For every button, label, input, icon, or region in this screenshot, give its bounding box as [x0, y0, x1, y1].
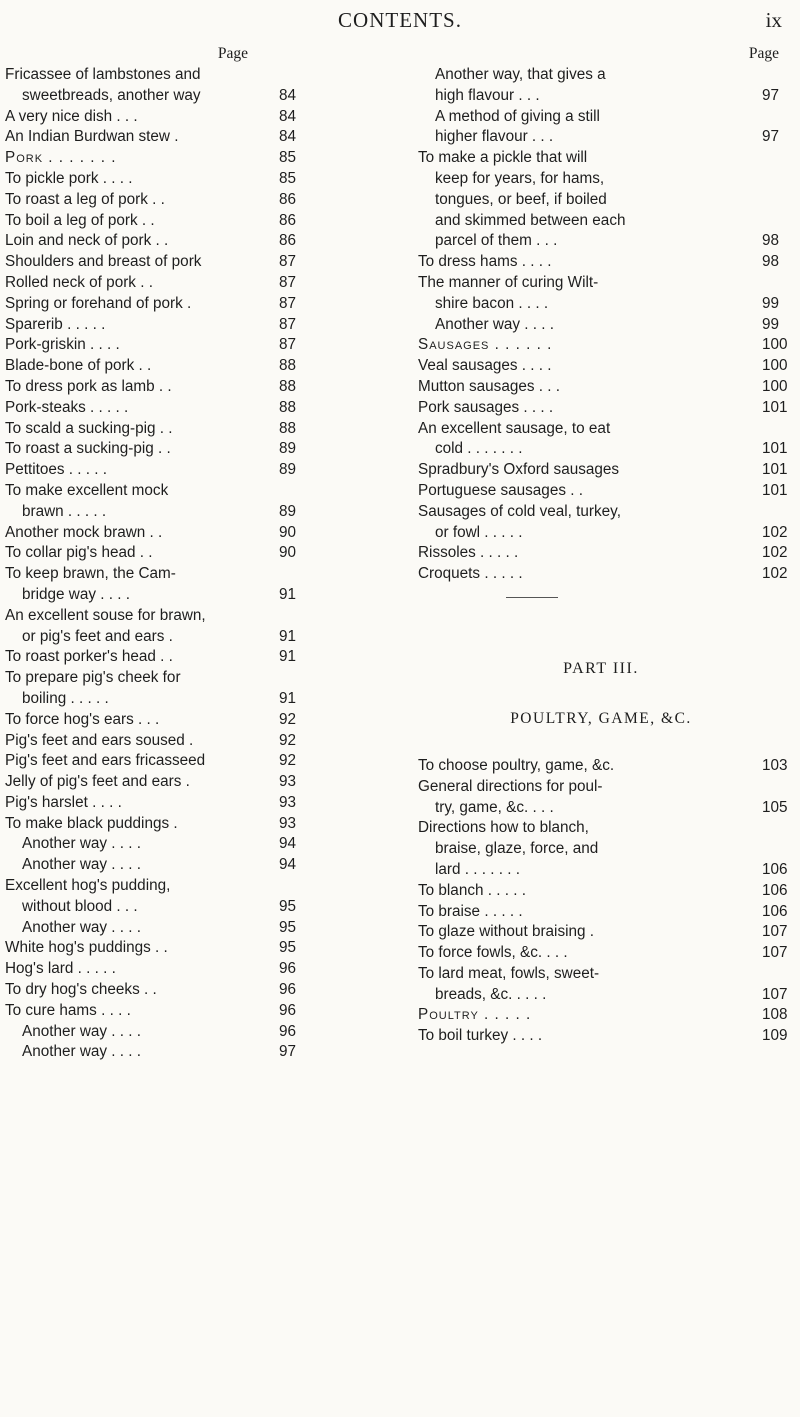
entry-title: To choose poultry, game, &c. — [418, 756, 615, 774]
entry-page-number: 99 — [762, 315, 780, 333]
entry-title: An excellent sausage, to eat — [418, 419, 611, 437]
toc-entry — [5, 148, 393, 169]
entry-title: Pig's feet and ears soused . — [5, 731, 194, 749]
entry-title: Jelly of pig's feet and ears . — [5, 773, 190, 791]
entry-title: To braise . . . . . — [418, 902, 523, 920]
entry-title: To lard meat, fowls, sweet- — [418, 964, 600, 982]
entry-page-number: 98 — [762, 232, 780, 250]
toc-entry — [5, 710, 393, 731]
entry-page-number: 87 — [279, 253, 297, 271]
toc-entry — [418, 777, 784, 798]
entry-page-number: 107 — [762, 923, 788, 941]
entry-title: To dress hams . . . . — [418, 253, 552, 271]
entry-title: To roast a leg of pork . . — [5, 190, 165, 208]
entry-title: sweetbreads, another way — [22, 86, 201, 104]
toc-entry — [5, 211, 393, 232]
entry-title: To blanch . . . . . — [418, 881, 526, 899]
entry-title: higher flavour . . . — [435, 128, 554, 146]
entry-page-number: 95 — [279, 939, 297, 957]
entry-title: Pork sausages . . . . — [418, 398, 554, 416]
entry-title: Poultry . . . . . — [418, 1006, 532, 1024]
toc-entry — [5, 1022, 393, 1043]
toc-entry — [418, 169, 784, 190]
entry-title: tongues, or beef, if boiled — [435, 190, 607, 208]
entry-title: Rissoles . . . . . — [418, 544, 519, 562]
toc-entry — [418, 294, 784, 315]
toc-entry — [418, 818, 784, 839]
toc-entry — [418, 439, 788, 460]
toc-entry — [418, 335, 788, 356]
entry-title: bridge way . . . . — [22, 585, 130, 603]
entry-page-number: 88 — [279, 377, 297, 395]
entry-page-number: 96 — [279, 960, 297, 978]
entry-page-number: 88 — [279, 398, 297, 416]
section-heading: POULTRY, GAME, &C. — [510, 709, 692, 727]
entry-title: Another way . . . . — [435, 315, 555, 333]
entry-title: shire bacon . . . . — [435, 294, 549, 312]
entry-title: try, game, &c. . . . — [435, 798, 554, 816]
entry-title: Sausages . . . . . . — [418, 336, 553, 354]
entry-page-number: 106 — [762, 902, 788, 920]
entry-page-number: 97 — [279, 1043, 297, 1061]
entry-title: To pickle pork . . . . — [5, 169, 133, 187]
toc-entry — [5, 897, 393, 918]
entry-title: lard . . . . . . . — [435, 860, 521, 878]
entry-title: Another way, that gives a — [435, 66, 606, 83]
entry-title: To make black puddings . — [5, 814, 178, 832]
entry-page-number: 103 — [762, 756, 788, 774]
toc-entry — [5, 814, 393, 835]
entry-page-number: 89 — [279, 461, 297, 479]
entry-page-number: 105 — [762, 798, 788, 816]
entry-page-number: 97 — [762, 128, 780, 146]
entry-title: To make excellent mock — [5, 481, 169, 499]
entry-title: Blade-bone of pork . . — [5, 357, 152, 375]
entry-title: cold . . . . . . . — [435, 440, 523, 458]
entry-title: Veal sausages . . . . — [418, 357, 552, 375]
right-entry-list-bottom — [418, 756, 788, 1047]
toc-entry — [5, 980, 393, 1001]
toc-entry — [418, 839, 784, 860]
toc-entry — [5, 377, 393, 398]
toc-entry — [418, 65, 784, 86]
toc-entry — [5, 959, 393, 980]
entry-title: White hog's puddings . . — [5, 939, 168, 957]
toc-entry — [5, 647, 393, 668]
toc-entry — [5, 918, 393, 939]
toc-entry — [418, 502, 784, 523]
toc-entry — [5, 585, 393, 606]
toc-entry — [5, 1042, 393, 1063]
entry-title: To boil turkey . . . . — [418, 1027, 543, 1045]
entry-title: Another way . . . . — [22, 835, 142, 853]
entry-page-number: 87 — [279, 294, 297, 312]
entry-title: To boil a leg of pork . . — [5, 211, 155, 229]
entry-page-number: 86 — [279, 232, 297, 250]
part-heading: PART III. — [563, 659, 639, 677]
toc-entry — [5, 502, 393, 523]
entry-page-number: 86 — [279, 211, 297, 229]
entry-title: Hog's lard . . . . . — [5, 960, 116, 978]
toc-entry — [5, 523, 393, 544]
toc-entry — [418, 190, 784, 211]
toc-entry — [418, 881, 788, 902]
entry-title: To scald a sucking-pig . . — [5, 419, 173, 437]
entry-page-number: 90 — [279, 523, 297, 541]
entry-page-number: 84 — [279, 107, 297, 125]
toc-entry — [418, 127, 784, 148]
entry-title: To force hog's ears . . . — [5, 710, 160, 728]
entry-title: Croquets . . . . . — [418, 565, 523, 583]
entry-page-number: 100 — [762, 336, 788, 354]
entry-title: To roast a sucking-pig . . — [5, 440, 171, 458]
entry-title: Rolled neck of pork . . — [5, 273, 153, 291]
entry-title: Directions how to blanch, — [418, 819, 589, 837]
entry-title: To make a pickle that will — [418, 149, 588, 167]
section-divider — [506, 597, 558, 598]
entry-page-number: 93 — [279, 793, 297, 811]
entry-title: Fricassee of lambstones and — [5, 66, 201, 83]
entry-page-number: 88 — [279, 357, 297, 375]
entry-title: Mutton sausages . . . — [418, 377, 560, 395]
entry-title: Pork-griskin . . . . — [5, 336, 120, 354]
toc-entry — [5, 689, 393, 710]
entry-page-number: 84 — [279, 86, 297, 104]
entry-page-number: 91 — [279, 689, 297, 707]
entry-title: Excellent hog's pudding, — [5, 877, 171, 895]
entry-title: Sparerib . . . . . — [5, 315, 106, 333]
entry-page-number: 101 — [762, 398, 788, 416]
toc-entry — [5, 751, 393, 772]
toc-entry — [418, 943, 788, 964]
entry-title: Shoulders and breast of pork — [5, 253, 202, 271]
toc-entry — [5, 793, 393, 814]
toc-entry — [5, 439, 393, 460]
toc-entry — [5, 876, 393, 897]
entry-title: An excellent souse for brawn, — [5, 606, 206, 624]
entry-title: General directions for poul- — [418, 777, 603, 795]
entry-page-number: 107 — [762, 944, 788, 962]
toc-entry — [418, 398, 788, 419]
entry-title: without blood . . . — [22, 897, 138, 915]
entry-page-number: 96 — [279, 981, 297, 999]
toc-entry — [5, 86, 393, 107]
toc-entry — [5, 335, 393, 356]
entry-page-number: 95 — [279, 897, 297, 915]
entry-page-number: 101 — [762, 481, 788, 499]
entry-title: or fowl . . . . . — [435, 523, 523, 541]
toc-entry — [5, 398, 393, 419]
entry-page-number: 91 — [279, 585, 297, 603]
entry-page-number: 100 — [762, 377, 788, 395]
entry-page-number: 101 — [762, 440, 788, 458]
entry-title: To roast porker's head . . — [5, 648, 173, 666]
entry-title: Spring or forehand of pork . — [5, 294, 192, 312]
entry-page-number: 85 — [279, 149, 297, 167]
toc-entry — [5, 481, 393, 502]
toc-entry — [418, 964, 784, 985]
entry-page-number: 99 — [762, 294, 780, 312]
toc-entry — [5, 606, 393, 627]
entry-title: Loin and neck of pork . . — [5, 232, 169, 250]
toc-entry — [5, 543, 393, 564]
toc-entry — [418, 252, 784, 273]
toc-entry — [418, 564, 788, 585]
toc-entry — [418, 315, 784, 336]
entry-page-number: 91 — [279, 627, 297, 645]
entry-title: To collar pig's head . . — [5, 544, 153, 562]
toc-entry — [5, 731, 393, 752]
entry-title: To dress pork as lamb . . — [5, 377, 172, 395]
page-number: ix — [765, 8, 782, 32]
page-title: CONTENTS. — [338, 8, 462, 32]
entry-title: Spradbury's Oxford sausages — [418, 461, 620, 479]
entry-title: Portuguese sausages . . — [418, 481, 583, 499]
toc-entry — [418, 902, 788, 923]
toc-entry — [5, 938, 393, 959]
entry-title: Pork-steaks . . . . . — [5, 398, 129, 416]
toc-entry — [5, 564, 393, 585]
entry-title: Another way . . . . — [22, 856, 142, 874]
entry-title: A very nice dish . . . — [5, 107, 138, 125]
toc-entry — [418, 231, 784, 252]
toc-entry — [5, 190, 393, 211]
toc-entry — [5, 273, 393, 294]
entry-title: or pig's feet and ears . — [22, 627, 173, 645]
entry-page-number: 86 — [279, 190, 297, 208]
entry-page-number: 106 — [762, 881, 788, 899]
toc-entry — [418, 86, 784, 107]
toc-entry — [418, 481, 788, 502]
entry-page-number: 97 — [762, 86, 780, 104]
entry-page-number: 87 — [279, 315, 297, 333]
toc-entry — [418, 419, 784, 440]
entry-title: parcel of them . . . — [435, 232, 558, 250]
page-column-label: Page — [217, 45, 248, 62]
toc-entry — [418, 523, 788, 544]
toc-entry — [418, 756, 788, 777]
left-entry-list — [5, 65, 393, 1063]
entry-page-number: 85 — [279, 169, 297, 187]
entry-title: brawn . . . . . — [22, 502, 107, 520]
toc-entry — [418, 460, 788, 481]
entry-title: Pig's harslet . . . . — [5, 793, 122, 811]
entry-page-number: 91 — [279, 648, 297, 666]
toc-entry — [5, 127, 393, 148]
entry-title: Pettitoes . . . . . — [5, 461, 108, 479]
entry-page-number: 89 — [279, 502, 297, 520]
toc-entry — [418, 922, 788, 943]
entry-page-number: 94 — [279, 856, 297, 874]
running-head — [0, 6, 800, 36]
right-entry-list-top — [418, 65, 788, 585]
entry-page-number: 108 — [762, 1006, 788, 1024]
entry-title: Pig's feet and ears fricasseed — [5, 752, 206, 770]
entry-page-number: 93 — [279, 773, 297, 791]
toc-entry — [418, 107, 784, 128]
entry-title: Another way . . . . — [22, 1022, 142, 1040]
toc-entry — [418, 211, 784, 232]
entry-page-number: 102 — [762, 523, 788, 541]
toc-entry — [5, 169, 393, 190]
entry-page-number: 95 — [279, 918, 297, 936]
page-column-label: Page — [748, 45, 779, 62]
entry-page-number: 102 — [762, 565, 788, 583]
toc-entry — [418, 543, 788, 564]
entry-page-number: 106 — [762, 860, 788, 878]
toc-entry — [5, 668, 393, 689]
toc-entry — [5, 855, 393, 876]
toc-entry — [5, 107, 393, 128]
entry-title: high flavour . . . — [435, 86, 540, 104]
entry-title: Another mock brawn . . — [5, 523, 163, 541]
entry-title: To cure hams . . . . — [5, 1001, 131, 1019]
entry-page-number: 98 — [762, 253, 780, 271]
entry-title: breads, &c. . . . . — [435, 985, 547, 1003]
entry-page-number: 102 — [762, 544, 788, 562]
entry-page-number: 89 — [279, 440, 297, 458]
toc-entry — [418, 1026, 788, 1047]
entry-page-number: 92 — [279, 731, 297, 749]
toc-entry — [418, 1005, 788, 1026]
toc-entry — [5, 772, 393, 793]
toc-entry — [5, 627, 393, 648]
entry-page-number: 107 — [762, 985, 788, 1003]
entry-title: and skimmed between each — [435, 211, 626, 229]
toc-entry — [5, 231, 393, 252]
entry-title: braise, glaze, force, and — [435, 840, 599, 858]
entry-page-number: 92 — [279, 710, 297, 728]
entry-title: To prepare pig's cheek for — [5, 669, 181, 687]
entry-title: To glaze without braising . — [418, 923, 595, 941]
entry-page-number: 92 — [279, 752, 297, 770]
entry-page-number: 87 — [279, 336, 297, 354]
entry-title: Another way . . . . — [22, 1043, 142, 1061]
entry-page-number: 87 — [279, 273, 297, 291]
entry-page-number: 94 — [279, 835, 297, 853]
entry-page-number: 109 — [762, 1027, 788, 1045]
toc-entry — [5, 315, 393, 336]
entry-page-number: 101 — [762, 461, 788, 479]
toc-entry — [5, 460, 393, 481]
toc-entry — [418, 377, 788, 398]
entry-title: A method of giving a still — [435, 107, 600, 125]
entry-page-number: 88 — [279, 419, 297, 437]
entry-title: Another way . . . . — [22, 918, 142, 936]
toc-entry — [5, 252, 393, 273]
toc-entry — [418, 148, 784, 169]
entry-page-number: 90 — [279, 544, 297, 562]
toc-entry — [5, 834, 393, 855]
toc-entry — [5, 65, 393, 86]
entry-title: The manner of curing Wilt- — [418, 273, 599, 291]
toc-entry — [5, 1001, 393, 1022]
entry-title: To dry hog's cheeks . . — [5, 981, 157, 999]
toc-entry — [418, 985, 788, 1006]
toc-entry — [418, 798, 788, 819]
entry-page-number: 93 — [279, 814, 297, 832]
entry-title: Sausages of cold veal, turkey, — [418, 502, 621, 520]
left-column — [5, 45, 393, 1063]
toc-entry — [5, 419, 393, 440]
entry-title: To keep brawn, the Cam- — [5, 565, 176, 583]
toc-entry — [418, 273, 784, 294]
entry-title: boiling . . . . . — [22, 689, 109, 707]
toc-entry — [418, 356, 788, 377]
toc-entry — [5, 356, 393, 377]
toc-entry — [5, 294, 393, 315]
entry-title: An Indian Burdwan stew . — [5, 128, 179, 146]
entry-title: To force fowls, &c. . . . — [418, 944, 568, 962]
entry-page-number: 96 — [279, 1022, 297, 1040]
entry-title: keep for years, for hams, — [435, 169, 605, 187]
entry-page-number: 100 — [762, 357, 788, 375]
toc-entry — [418, 860, 788, 881]
right-column — [418, 45, 788, 1047]
entry-page-number: 84 — [279, 128, 297, 146]
entry-title: Pork . . . . . . . — [5, 149, 117, 167]
entry-page-number: 96 — [279, 1001, 297, 1019]
